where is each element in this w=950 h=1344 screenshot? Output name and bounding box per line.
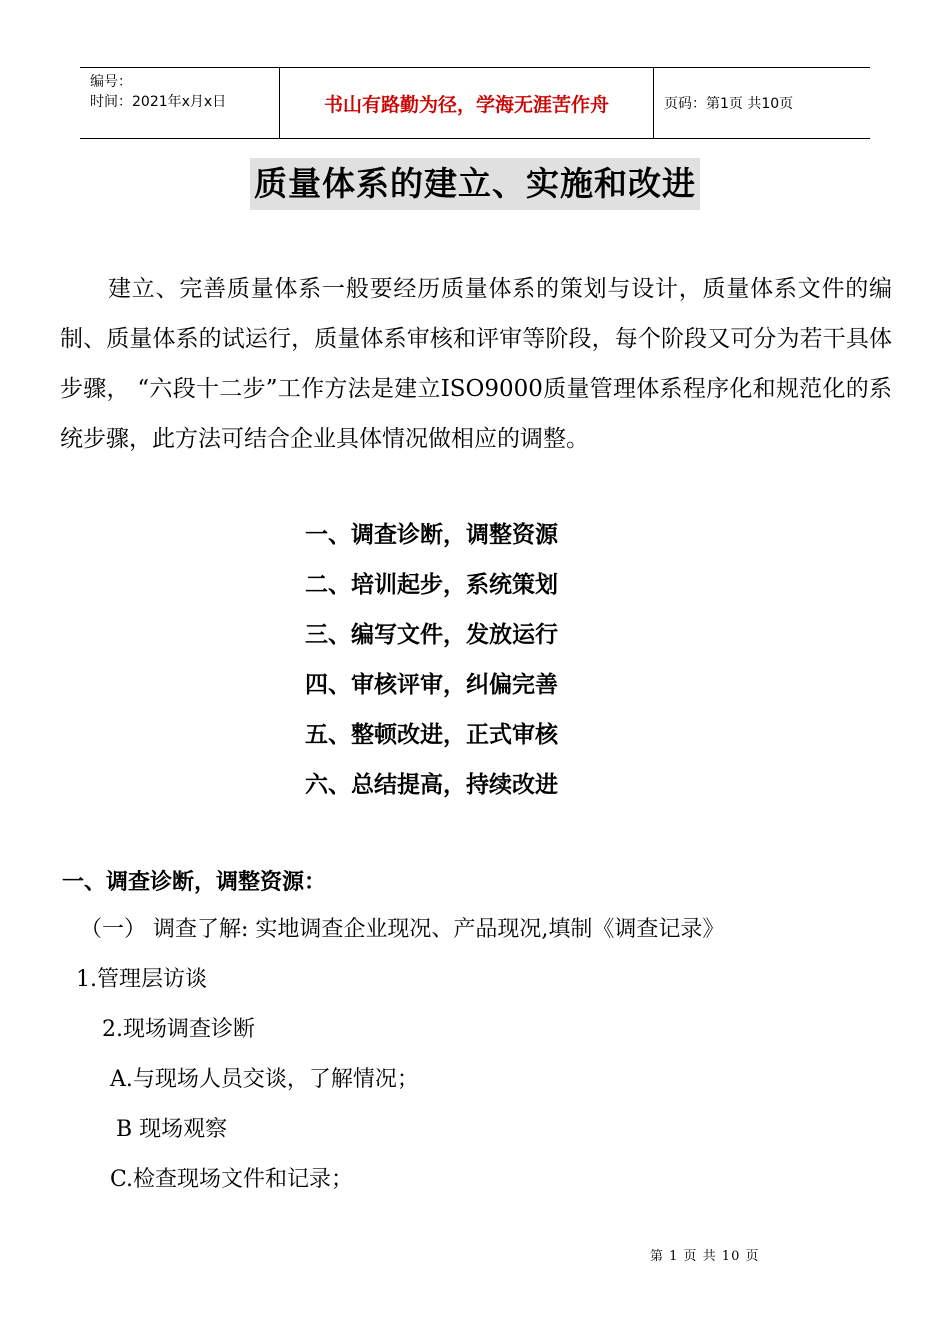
list-item-a: A.与现场人员交谈，了解情况；	[110, 1067, 419, 1092]
list-item-c: C.检查现场文件和记录；	[110, 1167, 354, 1192]
header-table	[80, 67, 870, 139]
list-item-b: B 现场观察	[116, 1117, 228, 1142]
list-item-management-interview: 1.管理层访谈	[76, 967, 207, 992]
step-item: 六、总结提高，持续改进	[305, 772, 558, 798]
step-item: 一、调查诊断，调整资源	[305, 522, 558, 548]
step-item: 三、编写文件，发放运行	[305, 622, 558, 648]
steps-list	[0, 510, 950, 810]
header-meta-cell	[80, 68, 280, 138]
header-motto-cell	[280, 68, 654, 138]
motto: 书山有路勤为径，学海无涯苦作舟	[323, 93, 609, 116]
document-title	[0, 158, 950, 210]
intro-paragraph: 建立、完善质量体系一般要经历质量体系的策划与设计，质量体系文件的编制、质量体系的试运行，质量体系审核和评审等阶段，每个阶段又可分为若干具体步骤， “六段十二步”工作方法是建立ISO9000质量管理体系程序化和规范化的系统步骤，此方法可结合企业具体情况做相应的调整。	[60, 276, 892, 452]
subsection-line: （一） 调查了解: 实地调查企业现况、产品现况,填制《调查记录》	[80, 917, 725, 942]
page-info: 页码：第1页 共10页	[664, 96, 794, 112]
header-page-cell	[654, 68, 870, 138]
document-title-text: 质量体系的建立、实施和改进	[250, 158, 700, 210]
step-item: 五、整顿改进，正式审核	[305, 722, 558, 748]
step-item: 四、审核评审，纠偏完善	[305, 672, 558, 698]
section-heading: 一、调查诊断，调整资源：	[62, 870, 327, 895]
time-label: 时间：2021年x月x日	[90, 94, 227, 110]
list-item-site-survey: 2.现场调查诊断	[102, 1017, 255, 1042]
number-label: 编号：	[90, 74, 132, 90]
page-footer: 第 1 页 共 10 页	[650, 1249, 760, 1264]
step-item: 二、培训起步，系统策划	[305, 572, 558, 598]
